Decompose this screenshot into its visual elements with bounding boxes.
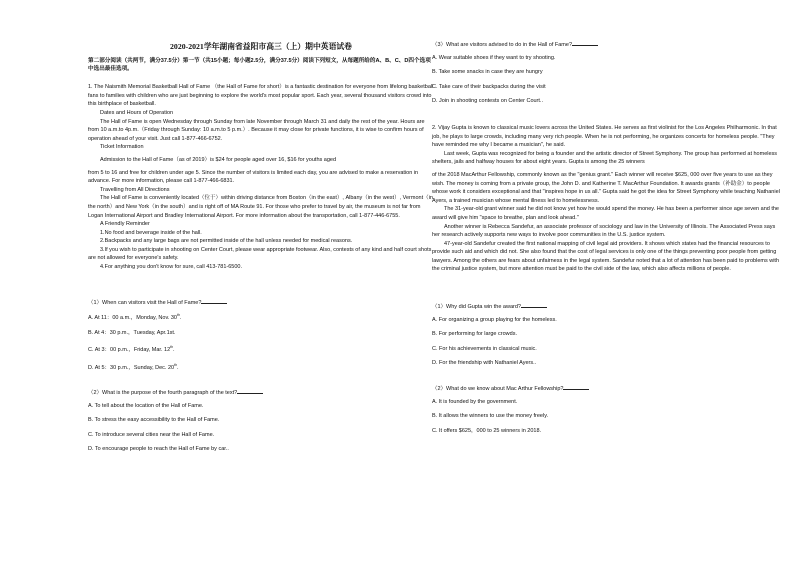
- option-a[interactable]: A. At 11：00 a.m.，Monday, Nov. 30th.: [88, 313, 182, 322]
- question-1: [88, 298, 434, 372]
- option-d[interactable]: D. To encourage people to reach the Hall of Fame by car..: [88, 446, 229, 453]
- passage-1-paragraph: from 5 to 16 and free for children under age 5. Since the number of visitors is limited each day, you are advised to make a reservation in advance. For more information, please call 1-877-466-6831.: [88, 169, 419, 185]
- section-instructions: 第二部分阅读（共两节，满分37.5分）第一节（共15小题；每小题2.5分，满分37.5分）阅读下列短文，从每题所给的A、B、C、D四个选项中选出最佳选项。: [88, 58, 431, 72]
- question-stem: （2）What is the purpose of the fourth paragraph of the text?: [88, 388, 434, 398]
- passage-2: [432, 124, 780, 274]
- passage-1-paragraph: The Hall of Fame is conveniently located（位于）within driving distance from Boston（in the east）, Albany（in the west）, Vermont（in the north）and New York（in the south）and is right off of MA Route 91. For those who prefer to travel by air, the museum is not far from Logan International Airport and Bradley International Airport. For more information about the transportation, call 1-877-446-6755.: [88, 195, 433, 219]
- answer-blank[interactable]: [237, 388, 263, 394]
- passage-2-paragraph: The 31-year-old grant winner said he did not know yet how he would spend the money. He has been a performer since age seven and the award will give him "space to breathe, plan and look ahead.": [432, 206, 779, 221]
- passage-2-paragraph: Another winner is Rebecca Sandefur, an associate professor of sociology and law in the University of Illinois. The Associated Press says her research actively supports new ways to involve poor communities in the U.S. justice system.: [432, 223, 776, 239]
- option-b[interactable]: B. At 4：30 p.m.，Tuesday, Apr.1st.: [88, 329, 176, 336]
- question-2: [88, 388, 434, 454]
- answer-blank[interactable]: [521, 302, 547, 308]
- option-b[interactable]: B. It allows the winners to use the money freely.: [432, 413, 549, 420]
- passage-2-paragraph: 47-year-old Sandefur created the first national mapping of civil legal aid providers. It shows which states had the financial resources to provide such aid and which did not. She also found that the cost of legal services is only one of the things preventing poor people from getting lawyers. Among the others are fears about unfairness in the legal system. Sandefur noted that a lot of attention has been paid to problems with the criminal justice system, but more attention must be paid to the civil side of the law, which also affects millions of people.: [432, 240, 780, 273]
- passage-1-heading: Ticket Information: [100, 144, 144, 151]
- question-3: [432, 40, 780, 106]
- answer-blank[interactable]: [201, 298, 227, 304]
- reminder-item: 3.If you wish to participate in shooting on Center Court, please wear appropriate footwear. Also, contests of any kind and half court shots are not allowed for everyone's safety.: [88, 246, 432, 262]
- passage-1: [88, 83, 434, 271]
- question-stem: （1）Why did Gupta win the award?: [432, 302, 780, 312]
- passage-1-heading: A Friendly Reminder: [100, 221, 150, 228]
- option-a[interactable]: A. To tell about the location of the Hall of Fame.: [88, 402, 204, 409]
- right-column: [432, 40, 780, 441]
- option-a[interactable]: A. It is founded by the government.: [432, 398, 518, 405]
- reminder-item: 2.Backpacks and any large bags are not permitted inside of the hall unless needed for medical reasons.: [100, 238, 353, 245]
- passage-2-paragraph: Last week, Gupta was recognized for being a founder and the artistic director of Street Symphony. The group has performed at homeless shelters, jails and halfway houses for about eight years. Gupta is among the 25 winners: [432, 150, 778, 166]
- option-a[interactable]: A. For organizing a group playing for the homeless.: [432, 316, 557, 323]
- passage-2-paragraph: 2. Vijay Gupta is known to classical music lovers across the United States. He serves as first violinist for the Los Angeles Philharmonic. In that job, he plays to large crowds, including many very rich people. When he is not performing, he organizes concerts for homeless people. "They have reminded me why I became a musician", he said.: [432, 124, 777, 149]
- question-4: [432, 302, 780, 368]
- question-stem: （3）What are visitors advised to do in the Hall of Fame?: [432, 40, 780, 50]
- reminder-item: 1.No food and beverage inside of the hall.: [100, 229, 202, 236]
- left-column: [88, 38, 434, 460]
- passage-1-heading: Travelling from All Directions: [100, 186, 170, 193]
- option-c[interactable]: C. At 3：00 p.m.，Friday, Mar. 12th.: [88, 345, 175, 354]
- option-a[interactable]: A. Wear suitable shoes if they want to try shooting.: [432, 54, 556, 61]
- option-c[interactable]: C. Take care of their backpacks during the visit: [432, 83, 546, 90]
- option-d[interactable]: D. For the friendship with Nathaniel Ayers..: [432, 360, 537, 367]
- option-d[interactable]: D. Join in shooting contests on Center Court..: [432, 98, 543, 105]
- option-b[interactable]: B. For performing for large crowds.: [432, 331, 517, 338]
- passage-1-paragraph: 1. The Naismith Memorial Basketball Hall of Fame （the Hall of Fame for short）is a fantastic destination for everyone from lifelong basketball fans to families with children who are just beginning to explore the world's most popular sport. Each year, several thousand visitors crowd into this birthplace of basketball.: [88, 84, 434, 108]
- answer-blank[interactable]: [572, 40, 598, 46]
- passage-1-paragraph: The Hall of Fame is open Wednesday through Sunday from late November through March 31 and daily the rest of the year. Hours are from 10 a.m.to 4p.m.（Friday through Sunday: 10 a.m.to 5 p.m.）. Because it may close for private functions, it is wise to confirm hours of operation ahead of your visit. Just call 1-877-466-6752.: [88, 118, 425, 142]
- answer-blank[interactable]: [563, 384, 589, 390]
- option-c[interactable]: C. It offers $625，000 to 25 winners in 2018.: [432, 427, 542, 434]
- option-b[interactable]: B. To stress the easy accessibility to the Hall of Fame.: [88, 417, 220, 424]
- option-c[interactable]: C. To introduce several cities near the Hall of Fame.: [88, 431, 215, 438]
- question-5: [432, 384, 780, 435]
- question-stem: （2）What do we know about Mac Arthur Fellowship?: [432, 384, 780, 394]
- reminder-item: 4.For anything you don't know for sure, call 413-781-6500.: [100, 264, 242, 271]
- option-c[interactable]: C. For his achievements in classical music.: [432, 345, 537, 352]
- passage-1-heading: Dates and Hours of Operation: [100, 109, 174, 116]
- question-stem: （1）When can visitors visit the Hall of Fame?: [88, 298, 434, 308]
- option-d[interactable]: D. At 5：30 p.m.，Sunday, Dec. 20th.: [88, 362, 179, 371]
- exam-title: 2020-2021学年湖南省益阳市高三（上）期中英语试卷: [170, 42, 352, 51]
- option-b[interactable]: B. Take some snacks in case they are hungry: [432, 69, 543, 76]
- passage-2-paragraph: of the 2018 MacArthur Fellowship, commonly known as the "genius grant." Each winner will receive $625, 000 over five years to use as they wish. The money is coming from a private group, the John D. and Katherine T. MacArthur Foundation. It awards grants（补助金）to people whose work it considers exceptional and that "inspires hope in us all." Gupta said he got the idea for Street Symphony while teaching Nathaniel Ayers, a trained musician whose mental illness led to homelessness.: [432, 171, 780, 204]
- passage-1-paragraph: Admission to the Hall of Fame（as of 2019）is $24 for people aged over 16, $16 for youths aged: [100, 156, 337, 163]
